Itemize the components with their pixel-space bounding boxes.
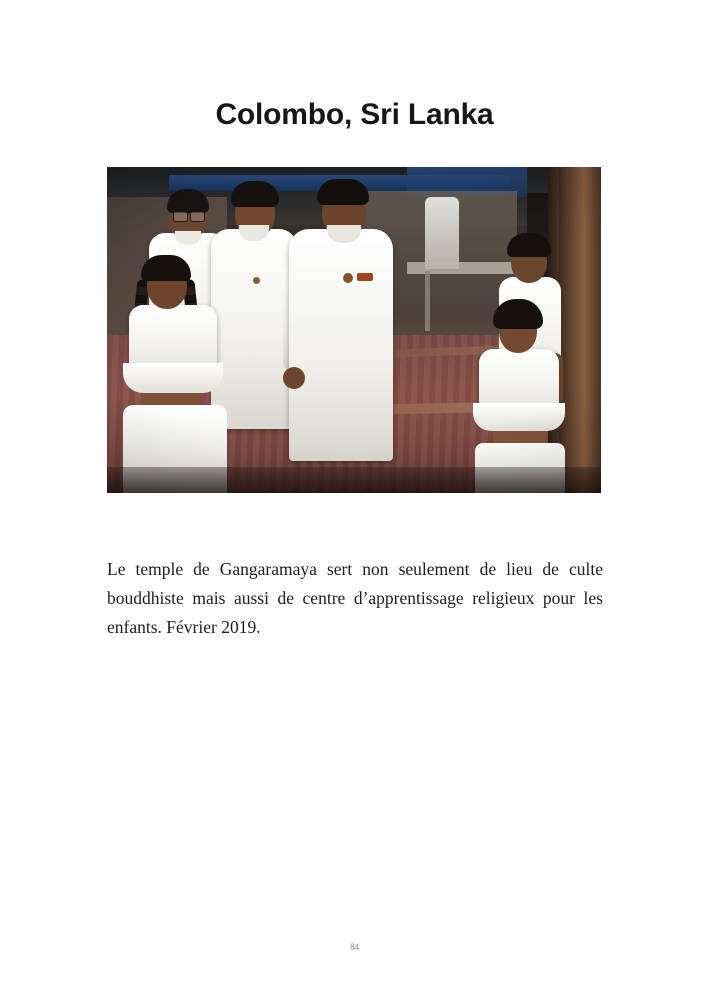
page-title: Colombo, Sri Lanka <box>215 98 494 132</box>
page-number: 84 <box>350 942 359 952</box>
photo-vignette <box>107 167 601 493</box>
figure-caption: Le temple de Gangaramaya sert non seulement de lieu de culte bouddhiste mais aussi de centre d’apprentissage religieux pour les enfants. Février 2019. <box>107 558 603 637</box>
photograph <box>107 167 601 493</box>
photo-figure <box>107 167 601 493</box>
